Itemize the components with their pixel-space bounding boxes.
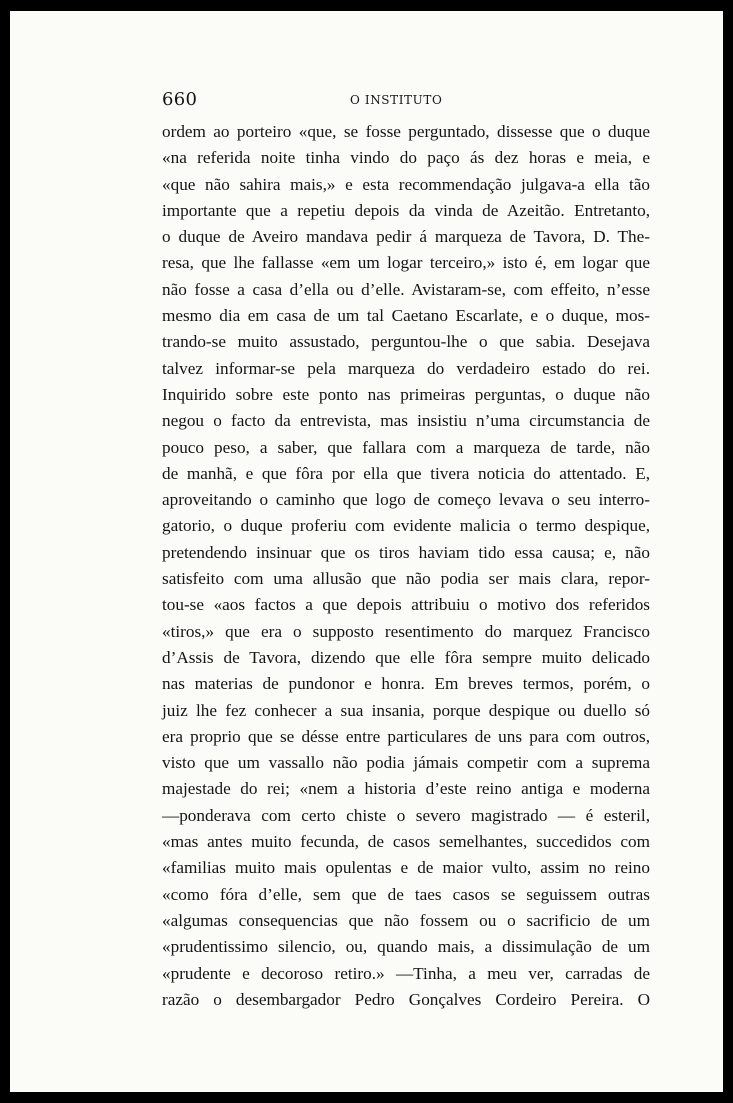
text-line: satisfeito com uma allusão que não podia ser mais clara, repor-: [162, 569, 650, 589]
text-line: visto que um vassallo não podia jámais competir com a suprema: [162, 753, 650, 773]
text-line: majestade do rei; «nem a historia d’este reino antiga e moderna: [162, 779, 650, 799]
text-line: «mas antes muito fecunda, de casos semelhantes, succedidos com: [162, 832, 650, 852]
text-line: «prudentissimo silencio, ou, quando mais, a dissimulação de um: [162, 937, 650, 957]
text-line: «tiros,» que era o supposto resentimento do marquez Francisco: [162, 621, 650, 641]
text-line: «que não sahira mais,» e esta recommendação julgava-a ella tão: [162, 174, 650, 194]
running-title: O INSTITUTO: [350, 93, 443, 107]
text-line: —ponderava com certo chiste o severo magistrado — é esteril,: [162, 805, 650, 825]
text-line: resa, que lhe fallasse «em um logar terceiro,» isto é, em logar que: [162, 253, 650, 273]
text-line: o duque de Aveiro mandava pedir á marqueza de Tavora, D. The-: [162, 227, 650, 247]
text-line: d’Assis de Tavora, dizendo que elle fôra sempre muito delicado: [162, 647, 650, 667]
text-line: pouco peso, a saber, que fallara com a marqueza de tarde, não: [162, 437, 650, 457]
text-line: juiz lhe fez conhecer a sua insania, porque despique ou duello só: [162, 700, 650, 720]
page-number: 660: [162, 89, 198, 110]
text-line: pretendendo insinuar que os tiros haviam tido essa causa; e, não: [162, 542, 650, 562]
text-line: mesmo dia em casa de um tal Caetano Escarlate, e o duque, mos-: [162, 306, 650, 326]
text-line: de manhã, e que fôra por ella que tivera noticia do attentado. E,: [162, 463, 650, 483]
text-line: razão o desembargador Pedro Gonçalves Cordeiro Pereira. O: [162, 989, 650, 1009]
text-line: era proprio que se désse entre particulares de uns para com outros,: [162, 726, 650, 746]
text-line: aproveitando o caminho que logo de começo levava o seu interro-: [162, 490, 650, 510]
text-line: «prudente e decoroso retiro.» —Tinha, a meu ver, carradas de: [162, 963, 650, 983]
text-line: «algumas consequencias que não fossem ou o sacrificio de um: [162, 910, 650, 930]
text-line: não fosse a casa d’ella ou d’elle. Avistaram-se, com effeito, n’esse: [162, 279, 650, 299]
text-line: «como fóra d’elle, sem que de taes casos se seguissem outras: [162, 884, 650, 904]
text-line: importante que a repetiu depois da vinda de Azeitão. Entretanto,: [162, 200, 650, 220]
body-text: [162, 119, 650, 1013]
page-header: [162, 89, 650, 113]
text-line: Inquirido sobre este ponto nas primeiras perguntas, o duque não: [162, 384, 650, 404]
text-line: negou o facto da entrevista, mas insistiu n’uma circumstancia de: [162, 411, 650, 431]
text-line: nas materias de pundonor e honra. Em breves termos, porém, o: [162, 674, 650, 694]
text-line: gatorio, o duque proferiu com evidente malicia o termo despique,: [162, 516, 650, 536]
text-line: «familias muito mais opulentas e de maior vulto, assim no reino: [162, 858, 650, 878]
text-line: «na referida noite tinha vindo do paço ás dez horas e meia, e: [162, 148, 650, 168]
text-line: tou-se «aos factos a que depois attribuiu o motivo dos referidos: [162, 595, 650, 615]
text-line: ordem ao porteiro «que, se fosse perguntado, dissesse que o duque: [162, 122, 650, 141]
text-line: talvez informar-se pela marqueza do verdadeiro estado do rei.: [162, 358, 650, 378]
book-page: [10, 11, 723, 1092]
text-line: trando-se muito assustado, perguntou-lhe o que sabia. Desejava: [162, 332, 650, 352]
